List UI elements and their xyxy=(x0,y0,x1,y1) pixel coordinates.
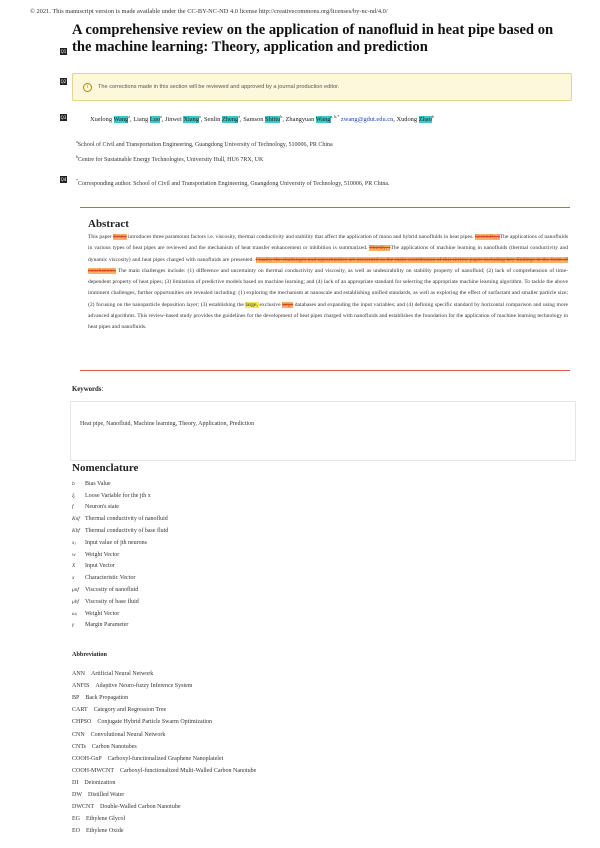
abbreviation-item xyxy=(72,704,492,716)
affiliation-sup: b xyxy=(280,114,283,119)
correction-notice-text: The corrections made in this section will be reviewed and approved by a journal production editor. xyxy=(98,84,340,90)
abbreviation-description: Deionization xyxy=(84,779,116,786)
abbreviation-key: DI xyxy=(72,779,79,786)
nomenclature-list xyxy=(72,478,372,631)
author-surname-highlight[interactable]: Zheng xyxy=(221,116,239,124)
tracked-deletion[interactable]: Thirdly, t xyxy=(369,245,391,252)
keywords-box[interactable] xyxy=(70,401,576,461)
author-first-name: Zhangyuan xyxy=(285,116,316,124)
author-surname-highlight[interactable]: Wang xyxy=(315,116,331,124)
author-surname-highlight[interactable]: Zhao xyxy=(418,116,432,124)
abbreviation-key: DWCNT xyxy=(72,804,94,811)
abbreviation-key: CNTs xyxy=(72,743,86,750)
affiliation-sup: a xyxy=(160,114,162,119)
author-surname-highlight[interactable]: Wang xyxy=(113,116,129,124)
abbreviation-description: Carboxyl-functionalized Multi-Walled Carbon Nanotube xyxy=(120,767,257,774)
query-marker-q2[interactable]: Q2 xyxy=(60,79,67,84)
abbreviation-description: Conjugate Hybrid Particle Swarm Optimization xyxy=(97,719,212,726)
nomenclature-symbol: X xyxy=(72,563,76,570)
info-icon: i xyxy=(83,83,92,92)
abbreviation-item xyxy=(72,753,492,765)
author-first-name: Senlin xyxy=(203,116,222,124)
nomenclature-item xyxy=(72,572,372,584)
abbreviation-description: Convolutional Neural Network xyxy=(90,731,166,738)
abbreviation-item xyxy=(72,813,492,825)
tracked-deletion[interactable]: large xyxy=(282,301,294,308)
nomenclature-symbol: w xyxy=(72,551,76,558)
nomenclature-item xyxy=(72,549,372,561)
abbreviation-key: CART xyxy=(72,707,88,714)
nomenclature-item xyxy=(72,525,372,537)
affiliation-sup: a, b, xyxy=(330,114,338,119)
author-surname-highlight[interactable]: Shittu xyxy=(265,116,281,124)
nomenclature-symbol: Kbf xyxy=(72,528,80,535)
abbreviation-key: COOH-MWCNT xyxy=(72,767,114,774)
author-surname-highlight[interactable]: Luo xyxy=(149,116,161,124)
correction-notice xyxy=(72,73,572,101)
abbreviation-item xyxy=(72,825,492,837)
author-list: Xuelong Wang$^a$, Liang Luo$^a$, Jinwei Xiang$^a$, Senlin Zheng$^a$, Samson Shittu$^b$, Zhangyuan Wang$^{a, b,*}$ zwang@gdut.edu.cn, Xudong Zhao$^b$ xyxy=(90,114,434,124)
abstract-top-rule xyxy=(80,207,570,208)
nomenclature-description: Thermal conductivity of nanofluid xyxy=(85,516,168,523)
affiliation-sup: a xyxy=(238,114,240,119)
abbreviation-item xyxy=(72,777,492,789)
nomenclature-symbol: μbf xyxy=(72,598,79,605)
nomenclature-item xyxy=(72,608,372,620)
nomenclature-item xyxy=(72,537,372,549)
affiliation-sup: a xyxy=(198,114,201,119)
abbreviation-item xyxy=(72,801,492,813)
query-marker-q1[interactable]: Q1 xyxy=(60,49,67,54)
nomenclature-item xyxy=(72,561,372,573)
abstract-segment: The main challenges include: (1) difference and uncertainty on thermal conductivity and viscosity, as well as undesirability on stability property of nanofluid; (2) lack of comprehension of time-dependent property of heat pipes; (3) limitation of predictive models based on machine learning; and (4) lack of an appropriate standard for selecting the appropriate machine learning algorithm. To tackle the above imminent challenges, further opportunities are revealed including: (1) exploring the mechanism at nanoscale and establishing unified standards, as well as exploring the effect of surfactant and smaller particle size; (2) focusing on the nanoparticle deposition layer; (3) establishing the xyxy=(88,267,568,308)
nomenclature-item xyxy=(72,513,372,525)
corresponding-author-text: Corresponding author. School of Civil and Transportation Engineering, Guangdong University of Technology, 510006, PR China. xyxy=(78,181,390,187)
abbreviation-description: Ethylene Glycol xyxy=(86,816,126,823)
abbreviation-item xyxy=(72,680,492,692)
abbreviation-item xyxy=(72,716,492,728)
nomenclature-description: Viscosity of nanofluid xyxy=(85,587,139,594)
tracked-deletion[interactable]: Finally, the challenges and opportunities are presented as the main contribution of this review paper including key findings in the form of conclusions. xyxy=(88,256,568,274)
query-marker-q4[interactable]: Q4 xyxy=(60,177,67,182)
abbreviation-description: Distilled Water xyxy=(88,791,125,798)
affiliation-b-text: Centre for Sustainable Energy Technologies, University Hull, HU6 7RX, UK xyxy=(78,157,264,163)
abbreviation-item xyxy=(72,692,492,704)
abbreviation-description: Ethylene Oxide xyxy=(86,828,124,835)
abbreviation-description: Category and Regression Tree xyxy=(93,707,167,714)
author-email-link[interactable]: zwang@gdut.edu.cn xyxy=(340,116,394,124)
article-title: A comprehensive review on the application of nanofluid in heat pipe based on the machine learning: Theory, application and prediction xyxy=(72,22,554,55)
query-marker-q3[interactable]: Q3 xyxy=(60,115,67,120)
nomenclature-item xyxy=(72,478,372,490)
nomenclature-description: Thermal conductivity of base fluid xyxy=(85,528,169,535)
tracked-deletion[interactable]: firstly xyxy=(113,234,127,240)
license-notice: © 2021. This manuscript version is made available under the CC-BY-NC-ND 4.0 license http://creativecommons.org/licenses/by-nc-nd/4.0/ xyxy=(30,8,388,15)
author-first-name: Xuelong xyxy=(90,116,114,124)
keywords-text: Heat pipe, Nanofluid, Machine learning, Theory, Application, Prediction xyxy=(80,421,255,427)
nomenclature-symbol: ωⱼ xyxy=(72,610,78,617)
abbreviation-list xyxy=(72,668,492,837)
abstract-bottom-rule xyxy=(80,370,570,371)
abbreviation-key: EO xyxy=(72,828,80,835)
affiliation-b: $^b$Centre for Sustainable Energy Technologies, University Hull, HU6 7RX, UK xyxy=(76,154,264,163)
tracked-insertion[interactable]: large, xyxy=(245,301,260,308)
nomenclature-description: Input value of jth neurons xyxy=(85,539,147,546)
abbreviation-item xyxy=(72,741,492,753)
affiliation-sup: a xyxy=(128,114,131,119)
author-first-name: Samson xyxy=(243,116,266,124)
abbreviation-heading: Abbreviation xyxy=(72,651,107,658)
nomenclature-description: Input Vector xyxy=(85,563,115,570)
abstract-segment: exclusive xyxy=(259,301,283,308)
abbreviation-description: Back Propagation xyxy=(85,695,129,702)
nomenclature-description: Characteristic Vector xyxy=(85,575,136,582)
abbreviation-description: Carboxyl-functionalized Graphene Nanoplatelet xyxy=(107,755,224,762)
corresponding-asterisk: * xyxy=(337,114,340,119)
abstract-segment: introduces three paramount factors i.e. viscosity, thermal conductivity and stability that affect the application of mono and hybrid nanofluids in heat pipes. xyxy=(126,234,475,240)
abbreviation-item xyxy=(72,765,492,777)
nomenclature-item xyxy=(72,596,372,608)
nomenclature-heading: Nomenclature xyxy=(72,462,139,474)
abbreviation-description: Double-Walled Carbon Nanotube xyxy=(100,804,181,811)
tracked-deletion[interactable]: Secondly, t xyxy=(474,234,500,240)
nomenclature-description: Margin Parameter xyxy=(85,622,129,629)
abbreviation-description: Adaptive Neuro-fuzzy Inference System xyxy=(95,683,193,690)
author-first-name: Jinwei xyxy=(165,116,184,124)
abbreviation-key: CNN xyxy=(72,731,85,738)
nomenclature-symbol: x xyxy=(72,575,75,582)
nomenclature-symbol: ξᵢ xyxy=(72,492,76,499)
nomenclature-item xyxy=(72,502,372,514)
nomenclature-description: Viscosity of base fluid xyxy=(85,598,139,605)
affiliation-a-text: School of Civil and Transportation Engineering, Guangdong University of Technology, 510006, PR China xyxy=(77,142,333,148)
nomenclature-description: Neuron's state xyxy=(85,504,119,511)
corresponding-author-note: *Corresponding author. School of Civil and Transportation Engineering, Guangdong University of Technology, 510006, PR China. xyxy=(76,178,390,187)
abstract-text[interactable] xyxy=(88,232,568,334)
abstract-segment: This paper xyxy=(88,234,114,240)
abbreviation-key: EG xyxy=(72,816,80,823)
abbreviation-key: ANFIS xyxy=(72,683,90,690)
affiliation-sup: b xyxy=(431,114,434,119)
nomenclature-symbol: μnf xyxy=(72,587,79,594)
nomenclature-description: Weight Vector xyxy=(85,551,120,558)
nomenclature-symbol: f xyxy=(72,504,74,511)
abstract-segment: databases and expanding the input variables; and (4) defining specific standard by horizontal comparison and using more advanced algorithms. This review-based study provides the guidelines for the development of heat pipes charged with nanofluids and establishes the foundation for the application of machine learning technology in heat pipes and nanofluids. xyxy=(88,301,568,331)
nomenclature-description: Bias Value xyxy=(85,480,111,487)
abbreviation-key: DW xyxy=(72,791,82,798)
author-surname-highlight[interactable]: Xiang xyxy=(183,116,199,124)
author-first-name: Xudong xyxy=(396,116,419,124)
abbreviation-description: Artificial Neural Network xyxy=(91,671,154,678)
abbreviation-description: Carbon Nanotubes xyxy=(91,743,137,750)
abbreviation-item xyxy=(72,668,492,680)
abbreviation-key: CHPSO xyxy=(72,719,92,726)
abstract-segment: The applications of machine learning in nanofluids (thermal conductivity and dynamic viscosity) and heat pipes charged with nanofluids are presented. xyxy=(88,245,568,263)
nomenclature-description: Loose Variable for the jth x xyxy=(85,492,151,499)
author-first-name: Liang xyxy=(133,116,150,124)
abstract-heading: Abstract xyxy=(88,218,129,230)
abbreviation-item xyxy=(72,789,492,801)
nomenclature-symbol: Knf xyxy=(72,516,80,523)
nomenclature-item xyxy=(72,490,372,502)
abbreviation-key: COOH-GnP xyxy=(72,755,102,762)
keywords-heading: Keywords: xyxy=(72,386,104,393)
nomenclature-description: Weight Vector xyxy=(85,610,120,617)
nomenclature-symbol: b xyxy=(72,480,75,487)
abbreviation-key: ANN xyxy=(72,671,85,678)
affiliation-a: $^a$School of Civil and Transportation Engineering, Guangdong University of Technology, 510006, PR China xyxy=(76,139,333,148)
abbreviation-key: BP xyxy=(72,695,80,702)
abstract-segment: The applications of nanofluids in various types of heat pipes are reviewed and the mechanism of heat transfer enhancement or inhibition is summarized. xyxy=(88,234,568,252)
abbreviation-item xyxy=(72,728,492,740)
nomenclature-symbol: xⱼ xyxy=(72,539,76,546)
nomenclature-symbol: γ xyxy=(72,622,75,629)
nomenclature-item xyxy=(72,620,372,632)
nomenclature-item xyxy=(72,584,372,596)
